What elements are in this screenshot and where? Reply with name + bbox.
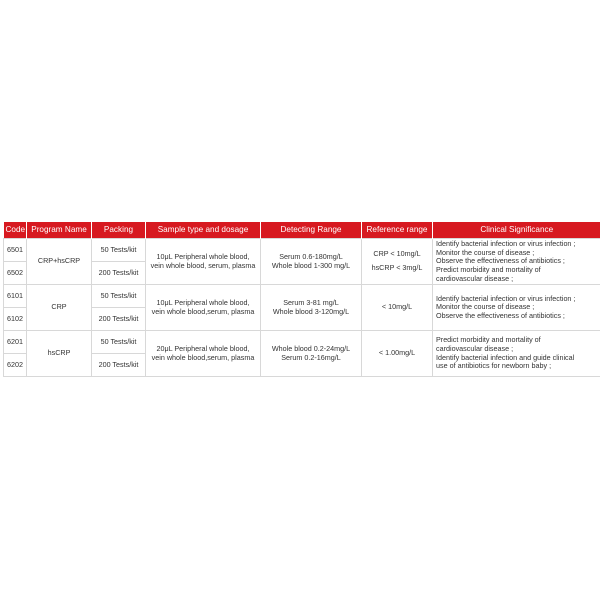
reference-range-cell: < 10mg/L: [362, 285, 433, 331]
significance-line: Identify bacterial infection or virus infection ;: [436, 239, 576, 248]
code-cell: 6201: [4, 331, 27, 354]
range-line: Whole blood 1-300 mg/L: [271, 260, 351, 270]
significance-line: Identify bacterial infection and guide clinical: [436, 352, 575, 362]
significance-line: Identify bacterial infection or virus infection ;: [436, 293, 576, 303]
program-name-cell: CRP+hsCRP: [27, 239, 92, 285]
header-sample-type: Sample type and dosage: [146, 222, 261, 239]
code-cell: 6102: [4, 308, 27, 331]
packing-cell: 200 Tests/kit: [92, 308, 146, 331]
sample-type-cell: 20μL Peripheral whole blood, vein whole blood,serum, plasma: [146, 331, 261, 377]
detecting-range-cell: [261, 285, 362, 331]
significance-line: Predict morbidity and mortality of: [436, 335, 541, 345]
range-line: Serum 3-81 mg/L: [283, 298, 339, 308]
packing-cell: 50 Tests/kit: [92, 331, 146, 354]
significance-line: cardiovascular disease ;: [436, 344, 514, 354]
packing-cell: 200 Tests/kit: [92, 262, 146, 285]
product-spec-table: [3, 222, 600, 377]
program-name-cell: CRP: [27, 285, 92, 331]
table-header-row: [4, 222, 600, 239]
table-row: [4, 239, 600, 262]
range-line: Serum 0.2-16mg/L: [281, 352, 341, 362]
clinical-significance-cell: [433, 285, 600, 331]
sample-type-cell: 10μL Peripheral whole blood, vein whole blood,serum, plasma: [146, 285, 261, 331]
significance-line: cardiovascular disease ;: [436, 273, 514, 283]
header-program-name: Program Name: [27, 222, 92, 239]
code-cell: 6202: [4, 354, 27, 377]
clinical-significance-cell: [433, 239, 600, 285]
header-reference-range: Reference range: [362, 222, 433, 239]
significance-line: Observe the effectiveness of antibiotics ;: [436, 311, 565, 321]
reference-range-cell: < 1.00mg/L: [362, 331, 433, 377]
table-row: [4, 285, 600, 308]
range-line: Whole blood 3-120mg/L: [272, 306, 350, 316]
detecting-range-cell: [261, 331, 362, 377]
detecting-range-cell: [261, 239, 362, 285]
range-line: Whole blood 0.2-24mg/L: [271, 344, 351, 354]
significance-line: Monitor the course of disease ;: [436, 247, 535, 257]
significance-line: use of antibiotics for newborn baby ;: [436, 361, 552, 371]
reference-line: hsCRP < 3mg/L: [371, 263, 423, 273]
significance-line: Predict morbidity and mortality of: [436, 264, 541, 274]
packing-cell: 200 Tests/kit: [92, 354, 146, 377]
significance-line: Monitor the course of disease ;: [436, 302, 535, 312]
header-clinical-significance: Clinical Significance: [433, 222, 600, 239]
packing-cell: 50 Tests/kit: [92, 285, 146, 308]
range-line: Serum 0.6-180mg/L: [279, 251, 343, 261]
header-detecting-range: Detecting Range: [261, 222, 362, 239]
header-packing: Packing: [92, 222, 146, 239]
packing-cell: 50 Tests/kit: [92, 239, 146, 262]
code-cell: 6101: [4, 285, 27, 308]
clinical-significance-cell: [433, 331, 600, 377]
significance-line: Observe the effectiveness of antibiotics ;: [436, 256, 565, 266]
program-name-cell: hsCRP: [27, 331, 92, 377]
header-code: Code: [4, 222, 27, 239]
sample-type-cell: 10μL Peripheral whole blood, vein whole blood, serum, plasma: [146, 239, 261, 285]
code-cell: 6501: [4, 239, 27, 262]
code-cell: 6502: [4, 262, 27, 285]
reference-range-cell: [362, 239, 433, 285]
reference-line: CRP < 10mg/L: [373, 249, 421, 259]
table-row: [4, 331, 600, 354]
